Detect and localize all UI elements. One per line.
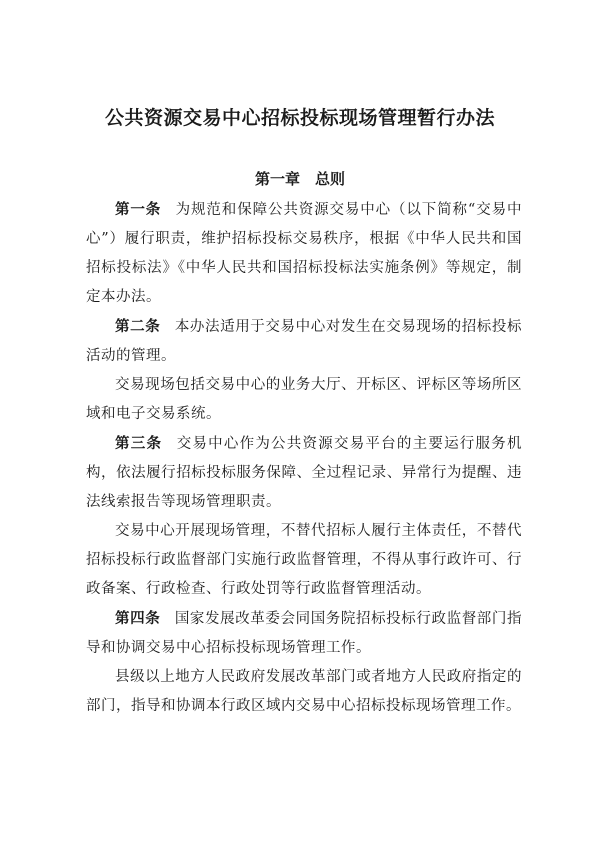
article-label: 第二条 — [115, 318, 161, 335]
article-label: 第四条 — [115, 610, 161, 627]
article-2-subparagraph — [86, 371, 522, 429]
article-label: 第一条 — [115, 201, 162, 218]
article-4-subparagraph — [86, 663, 522, 721]
article-text: 为规范和保障公共资源交易中心（以下简称“交易中心”）履行职责，维护招标投标交易秩序，根据《中华人民共和国招标投标法》《中华人民共和国招标投标法实施条例》等规定，制定本办法。 — [86, 202, 522, 305]
paragraph-text: 县级以上地方人民政府发展改革部门或者地方人民政府指定的部门，指导和协调本行政区域内交易中心招标投标现场管理工作。 — [86, 669, 522, 714]
document-body — [86, 195, 522, 721]
paragraph-text: 交易现场包括交易中心的业务大厅、开标区、评标区等场所区域和电子交易系统。 — [86, 377, 522, 422]
article-text: 交易中心作为公共资源交易平台的主要运行服务机构，依法履行招标投标服务保障、全过程记录、异常行为提醒、违法线索报告等现场管理职责。 — [86, 436, 522, 510]
chapter-heading: 第一章 总则 — [254, 170, 345, 188]
article-3-paragraph — [86, 429, 522, 517]
document-title: 公共资源交易中心招标投标现场管理暂行办法 — [104, 107, 495, 129]
article-4-paragraph — [86, 604, 522, 663]
article-text: 国家发展改革委会同国务院招标投标行政监督部门指导和协调交易中心招标投标现场管理工作。 — [86, 611, 523, 656]
article-label: 第三条 — [115, 435, 163, 452]
paragraph-text: 交易中心开展现场管理，不替代招标人履行主体责任，不替代招标投标行政监督部门实施行政监督管理，不得从事行政许可、行政备案、行政检查、行政处罚等行政监督管理活动。 — [86, 523, 522, 597]
article-text: 本办法适用于交易中心对发生在交易现场的招标投标活动的管理。 — [86, 319, 523, 364]
article-3-subparagraph — [86, 517, 522, 604]
article-2-paragraph — [86, 312, 522, 371]
article-1-paragraph — [86, 195, 522, 312]
